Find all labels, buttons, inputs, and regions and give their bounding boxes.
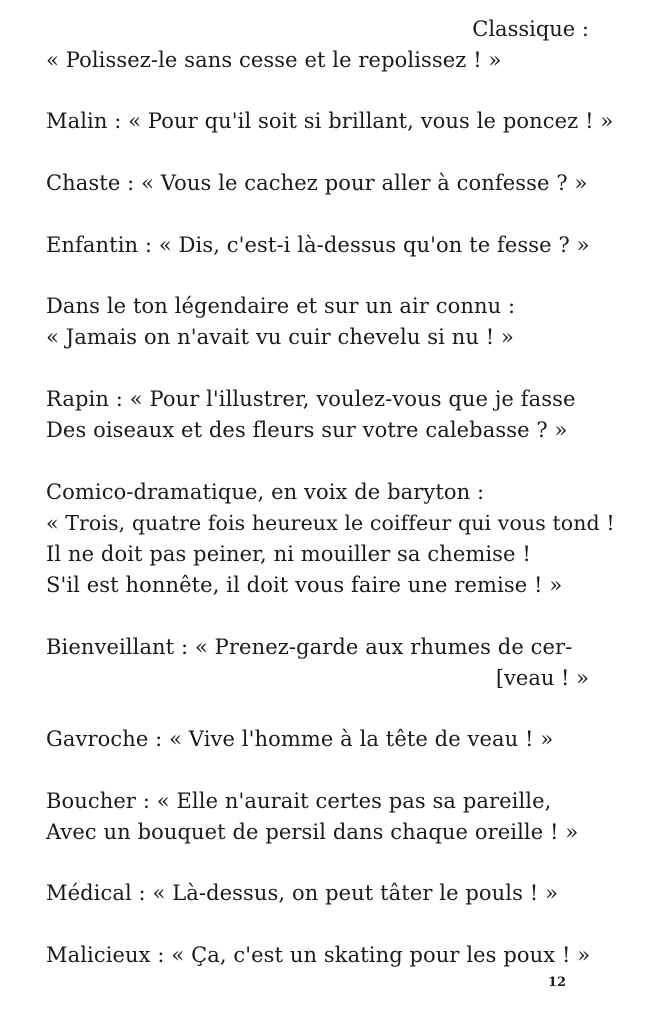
verse-line: « Jamais on n'avait vu cuir chevelu si nu ! »	[46, 325, 514, 349]
verse-line: Il ne doit pas peiner, ni mouiller sa chemise !	[46, 542, 531, 566]
verse-line: Comico-dramatique, en voix de baryton :	[46, 480, 485, 504]
speaker-classique: Classique :	[472, 17, 589, 41]
verse-line: Boucher : « Elle n'aurait certes pas sa pareille,	[46, 789, 552, 813]
verse-line: Avec un bouquet de persil dans chaque oreille ! »	[46, 820, 579, 844]
verse-line-continuation: [veau ! »	[495, 666, 589, 690]
page-number: 12	[548, 975, 567, 990]
verse-line: Malin : « Pour qu'il soit si brillant, vous le poncez ! »	[46, 109, 614, 133]
verse-line: S'il est honnête, il doit vous faire une remise ! »	[46, 573, 563, 597]
verse-line: Malicieux : « Ça, c'est un skating pour les poux ! »	[46, 943, 591, 967]
verse-line: Médical : « Là-dessus, on peut tâter le pouls ! »	[46, 881, 559, 905]
verse-line: Rapin : « Pour l'illustrer, voulez-vous que je fasse	[46, 387, 576, 411]
verse-line: Enfantin : « Dis, c'est-i là-dessus qu'on te fesse ? »	[46, 233, 590, 257]
verse-line: Bienveillant : « Prenez-garde aux rhumes de cer-	[46, 635, 573, 659]
verse-line: Gavroche : « Vive l'homme à la tête de veau ! »	[46, 727, 554, 751]
verse-line: Des oiseaux et des fleurs sur votre calebasse ? »	[46, 418, 568, 442]
verse-line: Dans le ton légendaire et sur un air connu :	[46, 294, 516, 318]
verse-line: Chaste : « Vous le cachez pour aller à confesse ? »	[46, 171, 588, 195]
verse-line: « Trois, quatre fois heureux le coiffeur qui vous tond !	[46, 511, 615, 535]
verse-line: « Polissez-le sans cesse et le repolissez ! »	[46, 48, 502, 72]
